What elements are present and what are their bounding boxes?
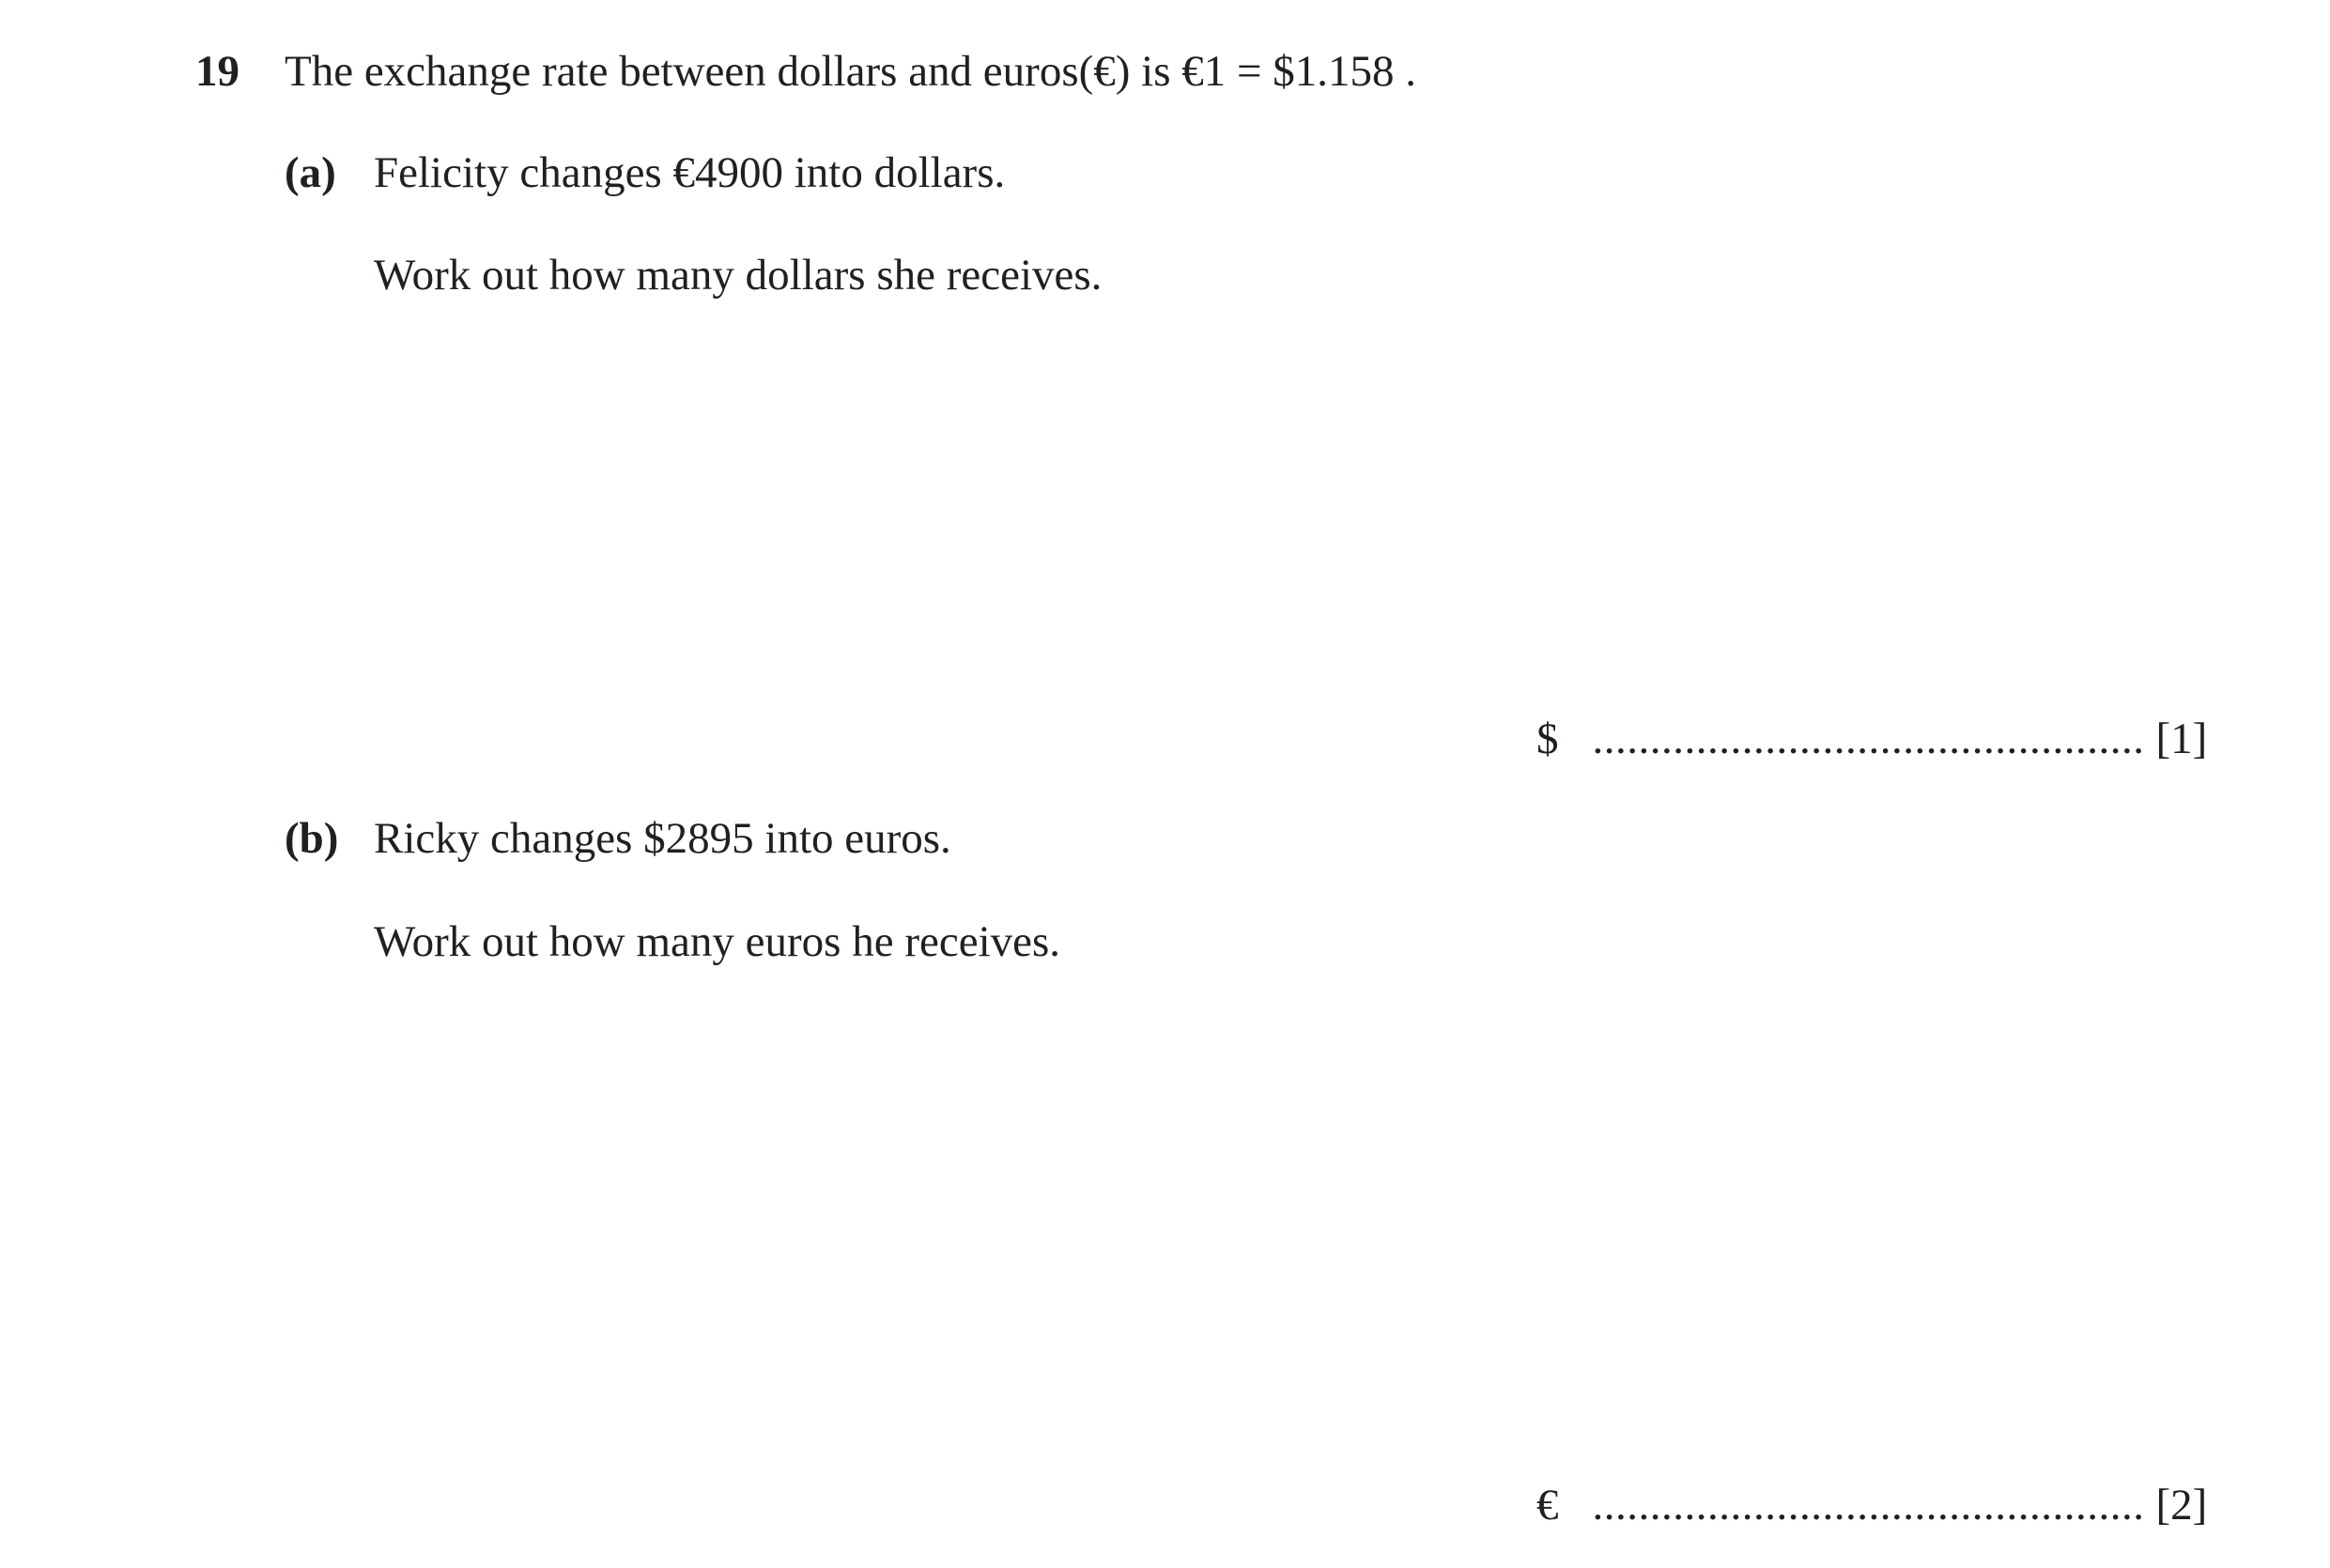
dollar-sign: $ [1536, 715, 1559, 763]
part-a-label: (a) [285, 148, 336, 197]
part-a-text: Felicity changes €4900 into dollars. [374, 148, 1006, 197]
answer-dots[interactable]: ................................................ [1592, 715, 2145, 763]
marks-label: [2] [2155, 1481, 2208, 1530]
part-b-label: (b) [285, 814, 339, 863]
marks-label: [1] [2155, 715, 2208, 763]
answer-dots[interactable]: ................................................ [1592, 1481, 2145, 1530]
euro-sign: € [1536, 1481, 1559, 1530]
part-b-instruction: Work out how many euros he receives. [374, 917, 1061, 966]
part-a-answer-line[interactable] [1536, 717, 2207, 761]
part-a-instruction: Work out how many dollars she receives. [374, 251, 1103, 300]
question-stem: The exchange rate between dollars and euros(€) is €1 = $1.158 . [285, 47, 1417, 96]
part-b-text: Ricky changes $2895 into euros. [374, 814, 951, 863]
part-b-answer-line[interactable] [1536, 1483, 2207, 1528]
question-number: 19 [195, 47, 239, 96]
